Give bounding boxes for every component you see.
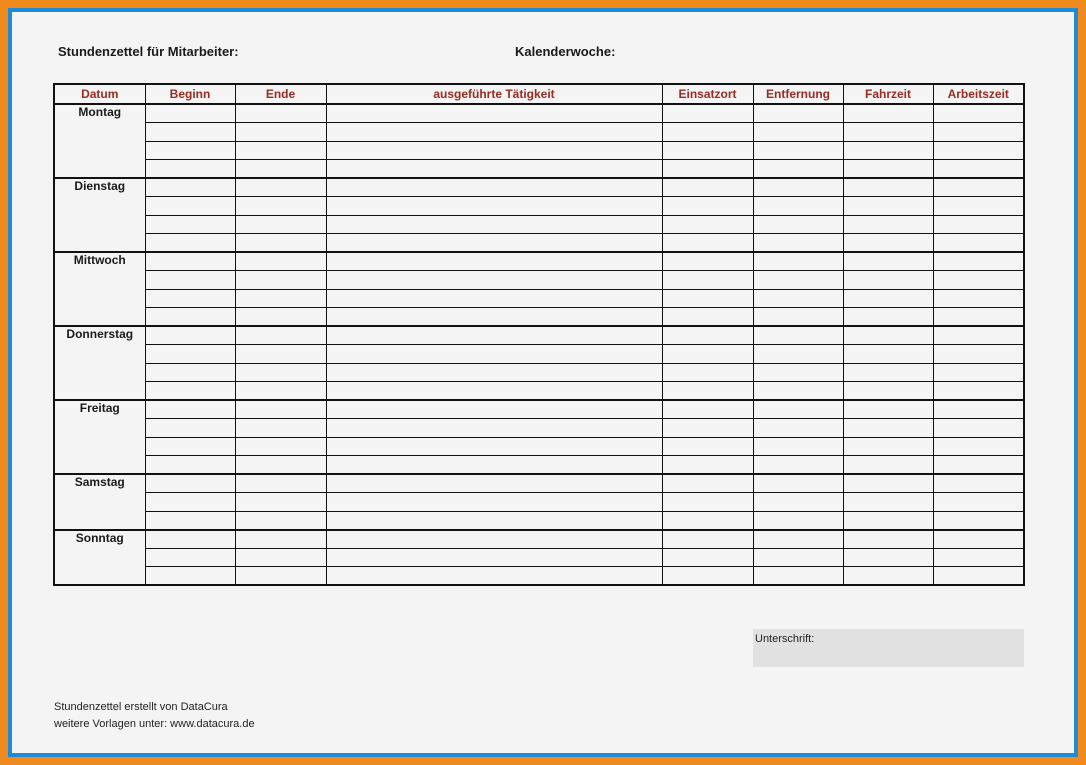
entry-cell[interactable] — [145, 252, 235, 271]
table-row — [54, 567, 1024, 586]
day-label: Samstag — [54, 474, 145, 530]
entry-cell[interactable] — [662, 511, 753, 530]
table-row — [54, 123, 1024, 142]
entry-cell[interactable] — [326, 548, 662, 567]
entry-cell[interactable] — [235, 252, 326, 271]
calendar-week-label: Kalenderwoche: — [515, 44, 616, 59]
entry-cell[interactable] — [662, 474, 753, 493]
entry-cell[interactable] — [235, 141, 326, 160]
entry-cell[interactable] — [662, 308, 753, 327]
entry-cell[interactable] — [933, 363, 1024, 382]
entry-cell[interactable] — [933, 308, 1024, 327]
entry-cell[interactable] — [235, 289, 326, 308]
entry-cell[interactable] — [933, 141, 1024, 160]
table-row — [54, 178, 1024, 197]
entry-cell[interactable] — [753, 141, 843, 160]
entry-cell[interactable] — [933, 345, 1024, 364]
entry-cell[interactable] — [145, 474, 235, 493]
entry-cell[interactable] — [933, 252, 1024, 271]
entry-cell[interactable] — [235, 308, 326, 327]
footer-link[interactable]: weitere Vorlagen unter: www.datacura.de — [54, 718, 255, 730]
entry-cell[interactable] — [753, 345, 843, 364]
entry-cell[interactable] — [662, 567, 753, 586]
entry-cell[interactable] — [933, 104, 1024, 123]
table-row — [54, 437, 1024, 456]
entry-cell[interactable] — [662, 530, 753, 549]
entry-cell[interactable] — [753, 437, 843, 456]
entry-cell[interactable] — [662, 123, 753, 142]
entry-cell[interactable] — [843, 123, 933, 142]
entry-cell[interactable] — [662, 271, 753, 290]
entry-cell[interactable] — [753, 271, 843, 290]
entry-cell[interactable] — [662, 493, 753, 512]
entry-cell[interactable] — [843, 456, 933, 475]
entry-cell[interactable] — [662, 419, 753, 438]
entry-cell[interactable] — [662, 363, 753, 382]
entry-cell[interactable] — [145, 271, 235, 290]
entry-cell[interactable] — [326, 234, 662, 253]
column-header-0: Datum — [54, 84, 145, 104]
entry-cell[interactable] — [933, 567, 1024, 586]
entry-cell[interactable] — [235, 400, 326, 419]
table-row — [54, 493, 1024, 512]
table-row — [54, 400, 1024, 419]
entry-cell[interactable] — [753, 511, 843, 530]
entry-cell[interactable] — [145, 382, 235, 401]
table-row — [54, 548, 1024, 567]
table-row — [54, 474, 1024, 493]
table-row — [54, 363, 1024, 382]
entry-cell[interactable] — [145, 548, 235, 567]
entry-cell[interactable] — [753, 400, 843, 419]
entry-cell[interactable] — [843, 400, 933, 419]
entry-cell[interactable] — [843, 363, 933, 382]
signature-label: Unterschrift: — [755, 633, 815, 645]
table-row — [54, 252, 1024, 271]
entry-cell[interactable] — [235, 363, 326, 382]
entry-cell[interactable] — [145, 141, 235, 160]
entry-cell[interactable] — [662, 197, 753, 216]
entry-cell[interactable] — [753, 363, 843, 382]
entry-cell[interactable] — [843, 141, 933, 160]
entry-cell[interactable] — [145, 178, 235, 197]
entry-cell[interactable] — [933, 474, 1024, 493]
footer-credit: Stundenzettel erstellt von DataCura — [54, 701, 228, 713]
entry-cell[interactable] — [843, 289, 933, 308]
entry-cell[interactable] — [662, 382, 753, 401]
entry-cell[interactable] — [933, 437, 1024, 456]
entry-cell[interactable] — [326, 178, 662, 197]
entry-cell[interactable] — [933, 493, 1024, 512]
table-row — [54, 511, 1024, 530]
entry-cell[interactable] — [145, 493, 235, 512]
column-header-3: ausgeführte Tätigkeit — [326, 84, 662, 104]
entry-cell[interactable] — [843, 197, 933, 216]
table-row — [54, 160, 1024, 179]
entry-cell[interactable] — [235, 271, 326, 290]
day-label: Freitag — [54, 400, 145, 474]
table-row — [54, 141, 1024, 160]
table-row — [54, 530, 1024, 549]
entry-cell[interactable] — [843, 511, 933, 530]
entry-cell[interactable] — [326, 141, 662, 160]
entry-cell[interactable] — [326, 289, 662, 308]
table-row — [54, 215, 1024, 234]
timesheet-page — [12, 12, 1074, 753]
day-label: Dienstag — [54, 178, 145, 252]
entry-cell[interactable] — [145, 123, 235, 142]
entry-cell[interactable] — [235, 345, 326, 364]
entry-cell[interactable] — [753, 474, 843, 493]
entry-cell[interactable] — [662, 252, 753, 271]
entry-cell[interactable] — [843, 326, 933, 345]
entry-cell[interactable] — [933, 511, 1024, 530]
table-row — [54, 289, 1024, 308]
entry-cell[interactable] — [145, 160, 235, 179]
entry-cell[interactable] — [326, 104, 662, 123]
entry-cell[interactable] — [145, 326, 235, 345]
entry-cell[interactable] — [326, 493, 662, 512]
table-row — [54, 345, 1024, 364]
entry-cell[interactable] — [933, 382, 1024, 401]
entry-cell[interactable] — [662, 400, 753, 419]
entry-cell[interactable] — [326, 530, 662, 549]
entry-cell[interactable] — [326, 197, 662, 216]
table-row — [54, 382, 1024, 401]
signature-box[interactable] — [753, 629, 1024, 667]
entry-cell[interactable] — [326, 215, 662, 234]
entry-cell[interactable] — [753, 567, 843, 586]
entry-cell[interactable] — [326, 326, 662, 345]
entry-cell[interactable] — [753, 160, 843, 179]
entry-cell[interactable] — [326, 437, 662, 456]
entry-cell[interactable] — [753, 419, 843, 438]
entry-cell[interactable] — [662, 215, 753, 234]
entry-cell[interactable] — [235, 160, 326, 179]
entry-cell[interactable] — [843, 104, 933, 123]
entry-cell[interactable] — [326, 456, 662, 475]
entry-cell[interactable] — [933, 271, 1024, 290]
entry-cell[interactable] — [145, 345, 235, 364]
entry-cell[interactable] — [843, 548, 933, 567]
entry-cell[interactable] — [843, 474, 933, 493]
table-row — [54, 197, 1024, 216]
entry-cell[interactable] — [753, 178, 843, 197]
entry-cell[interactable] — [145, 437, 235, 456]
entry-cell[interactable] — [933, 548, 1024, 567]
entry-cell[interactable] — [843, 530, 933, 549]
entry-cell[interactable] — [753, 326, 843, 345]
day-label: Donnerstag — [54, 326, 145, 400]
table-row — [54, 104, 1024, 123]
table-row — [54, 456, 1024, 475]
entry-cell[interactable] — [933, 160, 1024, 179]
entry-cell[interactable] — [326, 160, 662, 179]
entry-cell[interactable] — [753, 289, 843, 308]
entry-cell[interactable] — [662, 141, 753, 160]
entry-cell[interactable] — [662, 548, 753, 567]
entry-cell[interactable] — [145, 419, 235, 438]
entry-cell[interactable] — [843, 160, 933, 179]
entry-cell[interactable] — [662, 456, 753, 475]
entry-cell[interactable] — [326, 363, 662, 382]
entry-cell[interactable] — [753, 456, 843, 475]
entry-cell[interactable] — [843, 215, 933, 234]
entry-cell[interactable] — [843, 252, 933, 271]
table-row — [54, 271, 1024, 290]
entry-cell[interactable] — [235, 437, 326, 456]
entry-cell[interactable] — [753, 197, 843, 216]
entry-cell[interactable] — [326, 400, 662, 419]
table-row — [54, 326, 1024, 345]
entry-cell[interactable] — [326, 308, 662, 327]
entry-cell[interactable] — [662, 326, 753, 345]
entry-cell[interactable] — [326, 419, 662, 438]
entry-cell[interactable] — [753, 215, 843, 234]
day-label: Sonntag — [54, 530, 145, 586]
entry-cell[interactable] — [235, 456, 326, 475]
entry-cell[interactable] — [933, 234, 1024, 253]
entry-cell[interactable] — [933, 326, 1024, 345]
entry-cell[interactable] — [843, 308, 933, 327]
entry-cell[interactable] — [753, 530, 843, 549]
entry-cell[interactable] — [662, 234, 753, 253]
entry-cell[interactable] — [662, 160, 753, 179]
entry-cell[interactable] — [145, 363, 235, 382]
entry-cell[interactable] — [662, 437, 753, 456]
entry-cell[interactable] — [145, 104, 235, 123]
entry-cell[interactable] — [753, 123, 843, 142]
column-header-2: Ende — [235, 84, 326, 104]
table-row — [54, 308, 1024, 327]
entry-cell[interactable] — [662, 104, 753, 123]
entry-cell[interactable] — [145, 567, 235, 586]
entry-cell[interactable] — [235, 123, 326, 142]
entry-cell[interactable] — [145, 308, 235, 327]
entry-cell[interactable] — [145, 456, 235, 475]
entry-cell[interactable] — [145, 234, 235, 253]
entry-cell[interactable] — [933, 530, 1024, 549]
timesheet-table — [53, 83, 1025, 586]
entry-cell[interactable] — [326, 511, 662, 530]
entry-cell[interactable] — [933, 197, 1024, 216]
entry-cell[interactable] — [145, 215, 235, 234]
entry-cell[interactable] — [145, 400, 235, 419]
entry-cell[interactable] — [235, 548, 326, 567]
entry-cell[interactable] — [753, 548, 843, 567]
entry-cell[interactable] — [753, 104, 843, 123]
entry-cell[interactable] — [235, 104, 326, 123]
column-header-7: Arbeitszeit — [933, 84, 1024, 104]
entry-cell[interactable] — [843, 178, 933, 197]
entry-cell[interactable] — [843, 567, 933, 586]
entry-cell[interactable] — [235, 511, 326, 530]
entry-cell[interactable] — [843, 382, 933, 401]
entry-cell[interactable] — [843, 419, 933, 438]
entry-cell[interactable] — [145, 511, 235, 530]
entry-cell[interactable] — [326, 123, 662, 142]
entry-cell[interactable] — [753, 252, 843, 271]
entry-cell[interactable] — [843, 345, 933, 364]
table-row — [54, 234, 1024, 253]
column-header-4: Einsatzort — [662, 84, 753, 104]
entry-cell[interactable] — [235, 474, 326, 493]
entry-cell[interactable] — [326, 567, 662, 586]
entry-cell[interactable] — [235, 178, 326, 197]
column-header-5: Entfernung — [753, 84, 843, 104]
entry-cell[interactable] — [235, 493, 326, 512]
entry-cell[interactable] — [235, 326, 326, 345]
entry-cell[interactable] — [843, 271, 933, 290]
entry-cell[interactable] — [933, 215, 1024, 234]
entry-cell[interactable] — [662, 178, 753, 197]
table-row — [54, 419, 1024, 438]
entry-cell[interactable] — [933, 123, 1024, 142]
entry-cell[interactable] — [753, 493, 843, 512]
entry-cell[interactable] — [235, 234, 326, 253]
entry-cell[interactable] — [933, 456, 1024, 475]
entry-cell[interactable] — [843, 234, 933, 253]
entry-cell[interactable] — [326, 345, 662, 364]
entry-cell[interactable] — [145, 289, 235, 308]
entry-cell[interactable] — [843, 437, 933, 456]
entry-cell[interactable] — [326, 474, 662, 493]
entry-cell[interactable] — [235, 197, 326, 216]
entry-cell[interactable] — [662, 345, 753, 364]
day-label: Montag — [54, 104, 145, 178]
entry-cell[interactable] — [326, 382, 662, 401]
employee-label: Stundenzettel für Mitarbeiter: — [58, 44, 239, 59]
table-header-row — [54, 84, 1024, 104]
entry-cell[interactable] — [753, 308, 843, 327]
day-label: Mittwoch — [54, 252, 145, 326]
entry-cell[interactable] — [235, 382, 326, 401]
entry-cell[interactable] — [933, 178, 1024, 197]
entry-cell[interactable] — [145, 197, 235, 216]
column-header-1: Beginn — [145, 84, 235, 104]
entry-cell[interactable] — [933, 289, 1024, 308]
entry-cell[interactable] — [235, 530, 326, 549]
entry-cell[interactable] — [235, 419, 326, 438]
entry-cell[interactable] — [753, 234, 843, 253]
entry-cell[interactable] — [145, 530, 235, 549]
entry-cell[interactable] — [753, 382, 843, 401]
entry-cell[interactable] — [326, 271, 662, 290]
entry-cell[interactable] — [662, 289, 753, 308]
column-header-6: Fahrzeit — [843, 84, 933, 104]
entry-cell[interactable] — [235, 567, 326, 586]
entry-cell[interactable] — [933, 419, 1024, 438]
entry-cell[interactable] — [326, 252, 662, 271]
entry-cell[interactable] — [843, 493, 933, 512]
entry-cell[interactable] — [235, 215, 326, 234]
entry-cell[interactable] — [933, 400, 1024, 419]
